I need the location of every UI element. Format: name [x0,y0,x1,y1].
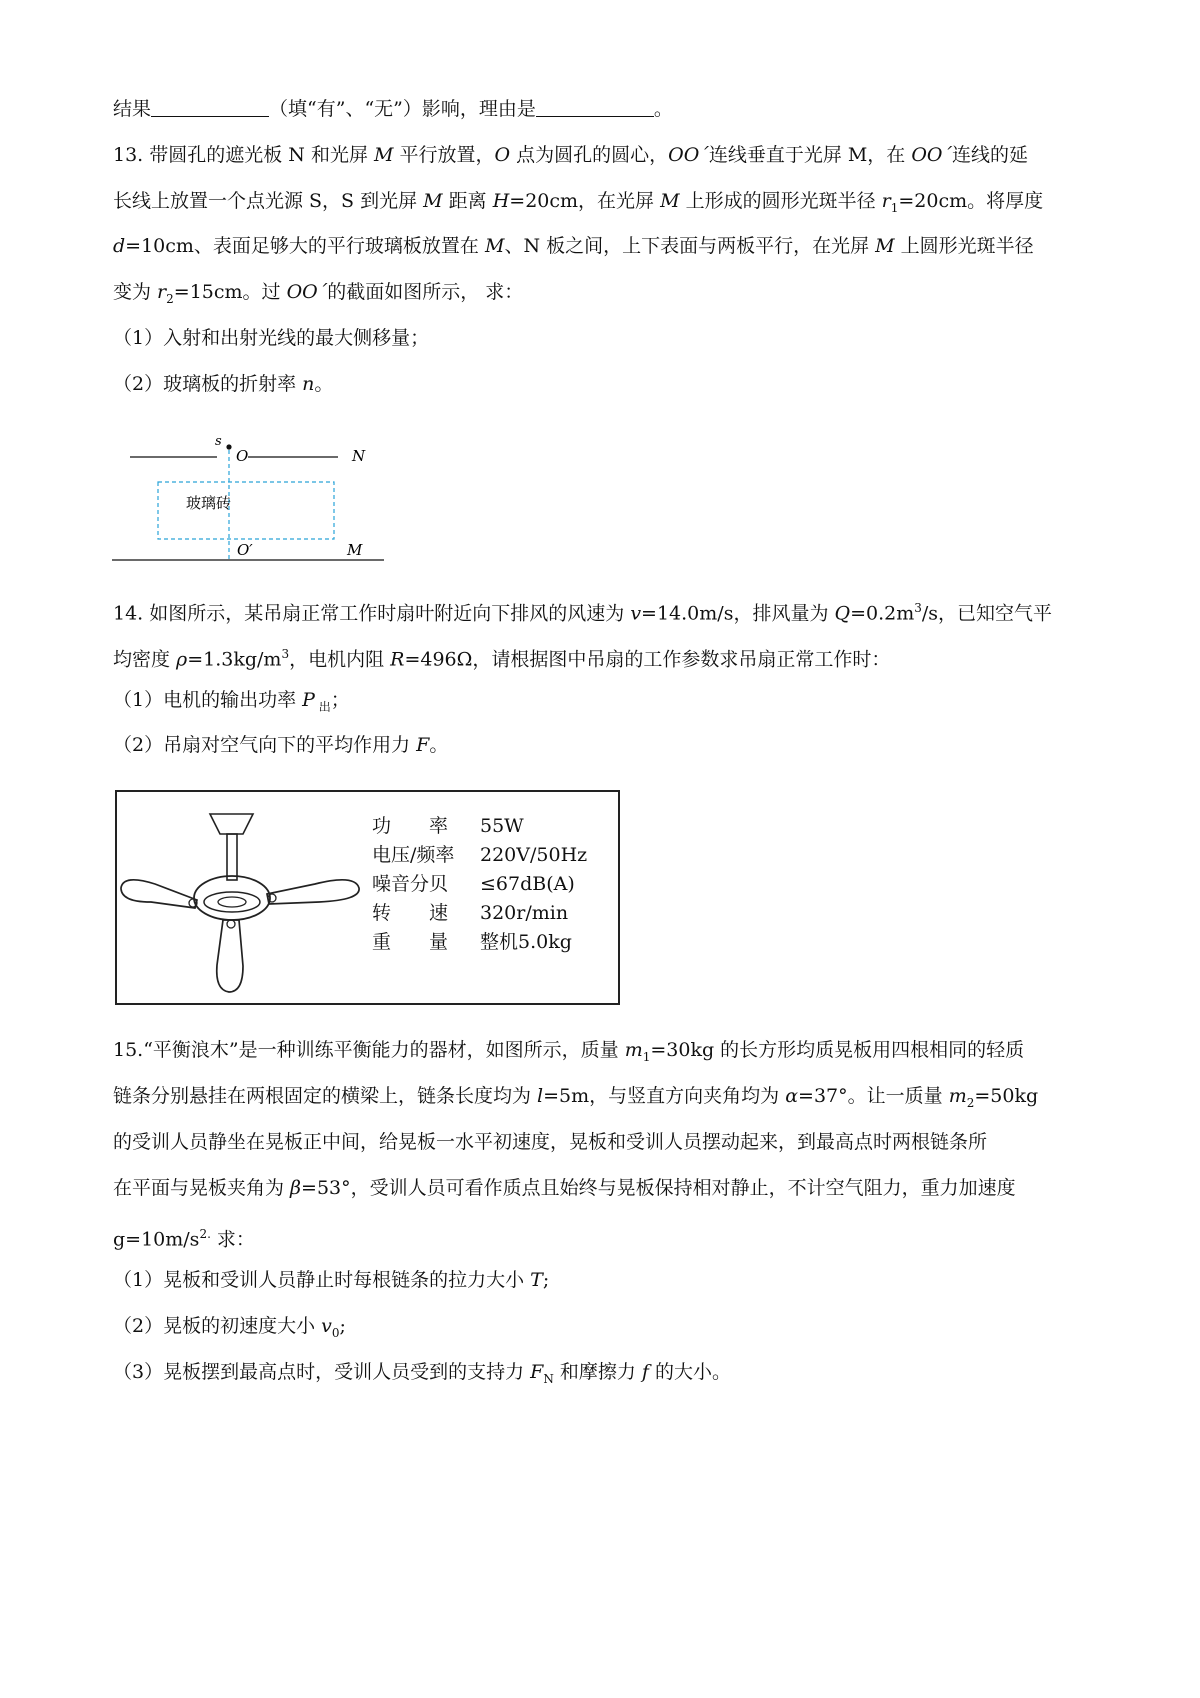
q12-text-end: 。 [653,98,673,120]
q14-sub1 [113,687,1103,720]
text-run: =5m，与竖直方向夹角均为 [543,1085,786,1107]
text-run: （3）晃板摆到最高点时，受训人员受到的支持力 [113,1361,531,1383]
text-run: v [630,602,642,625]
point-source-dot [226,444,231,449]
text-run: 连线的延 [952,144,1029,166]
text-run: 连线垂直于光屏 M，在 [708,144,912,166]
text-run: OO´ [286,281,328,303]
label-m: M [347,541,363,559]
text-run: =10cm、表面足够大的平行玻璃板放置在 [125,235,485,257]
text-run: l [537,1085,544,1107]
text-run: =14.0m/s，排风量为 [641,602,835,625]
text-run: m [624,1039,643,1061]
text-run: 1 [890,200,899,215]
q13-line-1 [113,142,1103,168]
q12-text-pre: 结果 [113,98,152,120]
text-run: =20cm。将厚度 [898,190,1044,212]
text-run: m [948,1085,967,1107]
q15-sub2 [113,1313,1103,1346]
text-run: ρ [176,648,188,671]
text-run: OO´ [911,144,953,166]
text-run: R [390,648,405,671]
text-run: =30kg 的长方形均质晃板用四根相同的轻质 [650,1039,1025,1061]
text-run: 3 [281,647,290,661]
text-run: 和摩擦力 [553,1361,642,1383]
q14-line-2 [113,641,1103,672]
text-run: 2 [166,291,174,306]
text-run: M [374,144,394,166]
spec-row-weight: 重 量 整机5.0kg [372,931,572,953]
text-run: =496Ω，请根据图中吊扇的工作参数求吊扇正常工作时： [404,648,891,671]
fan-spec-table [372,812,587,957]
q15-sub1 [113,1267,1103,1293]
q15-line-5 [113,1221,1103,1252]
answer-blank-2[interactable] [536,98,654,117]
q15-line-3: 的受训人员静坐在晃板正中间，给晃板一水平初速度，晃板和受训人员摆动起来，到最高点时两根链条所 [113,1131,988,1153]
text-run: 长线上放置一个点光源 S，S 到光屏 [113,190,424,212]
label-n: N [352,447,366,465]
spec-row-voltage: 电压/频率 220V/50Hz [372,844,588,866]
text-run: f [641,1361,649,1383]
spec-row-power: 功 率 55W [372,815,524,837]
text-run: 变为 [113,281,158,303]
text-run: F [530,1361,544,1383]
label-s: s [215,434,222,449]
text-run: 。 [314,373,334,395]
glass-slab-rect [158,482,334,539]
text-run: 链条分别悬挂在两根固定的横梁上，链条长度均为 [113,1085,538,1107]
q13-line-3 [113,233,1103,259]
text-run: n [302,373,315,395]
text-run: 出 [314,699,331,714]
text-run: ； [330,689,350,711]
text-run: F [416,734,430,756]
text-run: d [113,235,126,257]
text-run: Q [834,602,851,625]
q15-sub3 [113,1359,1103,1392]
text-run: 15.“平衡浪木”是一种训练平衡能力的器材，如图所示，质量 [113,1039,625,1061]
text-run: 的大小。 [648,1361,732,1383]
text-run: M [875,235,895,257]
text-run: =53°，受训人员可看作质点且始终与晃板保持相对静止，不计空气阻力，重力加速度 [301,1177,1016,1199]
text-run: N [543,1371,554,1386]
text-run: 的截面如图所示， 求： [327,281,524,303]
text-run: v [321,1315,332,1337]
text-run: （1）晃板和受训人员静止时每根链条的拉力大小 [113,1269,531,1291]
text-run: 在平面与晃板夹角为 [113,1177,291,1199]
text-run: 2 [966,1095,975,1110]
label-o: O [236,447,249,465]
text-run: 上形成的圆形光斑半径 [679,190,882,212]
text-run: （1）电机的输出功率 [113,689,303,711]
text-run: 距离 [442,190,493,212]
answer-blank-1[interactable] [151,98,269,117]
q15-line-1 [113,1037,1103,1070]
text-run: 、N 板之间，上下表面与两板平行，在光屏 [504,235,876,257]
text-run: =1.3kg/m [187,648,282,671]
spec-row-noise: 噪音分贝 ≤67dB(A) [372,873,575,895]
glass-slab-diagram [100,430,390,570]
text-run: 1 [642,1049,651,1064]
text-run: M [484,235,505,257]
q13-line-4 [113,279,1103,312]
text-run: 点为圆孔的圆心， [510,144,669,166]
text-run: g=10m/s [113,1228,200,1251]
q14-line-1 [113,595,1103,626]
text-run: ; [339,1315,346,1337]
text-run: /s，已知空气平 [921,602,1053,625]
text-run: M [660,190,680,212]
text-run: 平行放置， [393,144,495,166]
text-run: =37°。让一质量 [798,1085,949,1107]
text-run: β [290,1177,302,1199]
text-run: r [157,281,167,303]
text-run: =0.2m [850,602,915,625]
text-run: =15cm。过 [173,281,287,303]
text-run: =50kg [974,1085,1039,1107]
q13-line-2 [113,188,1103,221]
text-run: （2）吊扇对空气向下的平均作用力 [113,734,417,756]
label-glass: 玻璃砖 [186,494,232,512]
text-run: =20cm，在光屏 [509,190,661,212]
q15-line-4 [113,1175,1103,1201]
text-run: 0 [331,1325,340,1340]
q13-sub1: （1）入射和出射光线的最大侧移量； [113,327,430,349]
text-run: （2）晃板的初速度大小 [113,1315,322,1337]
text-run: r [881,190,891,212]
text-run: OO´ [668,144,709,166]
text-run: 3 [914,601,922,615]
spec-row-speed: 转 速 320r/min [372,902,569,924]
text-run: 均密度 [113,648,177,671]
q14-sub2 [113,732,1103,758]
text-run: T [530,1269,543,1291]
text-run: 14. 如图所示，某吊扇正常工作时扇叶附近向下排风的风速为 [113,602,631,625]
label-o-prime: O′ [237,541,253,559]
text-run: 2. [199,1227,211,1241]
q12-text-mid: （填“有”、“无”）影响，理由是 [269,98,536,120]
text-run: α [785,1085,799,1107]
text-run: 。 [429,734,449,756]
text-run: P [302,689,315,711]
q12-tail-line [113,96,1103,122]
text-run: ; [542,1269,550,1291]
text-run: 13. 带圆孔的遮光板 N 和光屏 [113,144,375,166]
text-run: ，电机内阻 [289,648,391,671]
text-run: 求： [210,1228,255,1251]
q15-line-2 [113,1083,1103,1116]
text-run: 上圆形光斑半径 [894,235,1034,257]
text-run: （2）玻璃板的折射率 [113,373,303,395]
q13-sub2 [113,371,1103,397]
text-run: H [492,190,510,212]
text-run: M [423,190,443,212]
text-run: O [494,144,511,166]
